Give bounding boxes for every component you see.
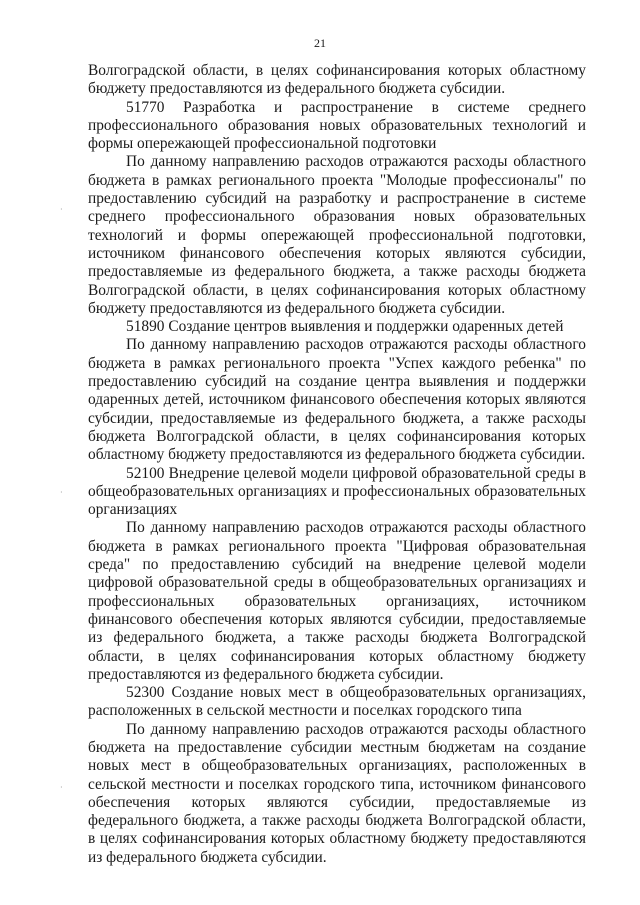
paragraph-continuation: Волгоградской области, в целях софинансирования которых областному бюджету предоставляются из федерального бюджета субсидии. [88,62,586,98]
page-number: 21 [314,36,326,50]
paragraph-52300-description: По данному направлению расходов отражаются расходы областного бюджета на предоставление субсидии местным бюджетам на создание новых мест в общеобразовательных организациях, расположенных в сельской местности и поселках городского типа, источником финансового обеспечения которых являются субсидии, предоставляемые из федерального бюджета, а также расходы бюджета Волгоградской области, в целях софинансирования которых областному бюджету предоставляются из федерального бюджета субсидии. [88,720,586,866]
document-body [88,62,586,867]
section-heading-51770: 51770 Разработка и распространение в системе среднего профессионального образования новых образовательных технологий и формы опережающей профессиональной подготовки [88,98,586,153]
margin-speck: · [60,488,63,497]
section-heading-51890: 51890 Создание центров выявления и поддержки одаренных детей [126,318,564,336]
paragraph-51770-description: По данному направлению расходов отражаются расходы областного бюджета в рамках регионального проекта "Молодые профессионалы" по предоставлению субсидий на разработку и распространение в системе среднего профессионального образования новых образовательных технологий и формы опережающей профессиональной подготовки, источником финансового обеспечения которых являются субсидии, предоставляемые из федерального бюджета, а также расходы бюджета Волгоградской области, в целях софинансирования которых областному бюджету предоставляются из федерального бюджета субсидии. [88,153,586,317]
paragraph-52100-description: По данному направлению расходов отражаются расходы областного бюджета в рамках регионального проекта "Цифровая образовательная среда" по предоставлению субсидий на внедрение целевой модели цифровой образовательной среды в общеобразовательных организациях и профессиональных образовательных организациях, источником финансового обеспечения которых являются субсидии, предоставляемые из федерального бюджета, а также расходы бюджета Волгоградской области, в целях софинансирования которых областному бюджету предоставляются из федерального бюджета субсидии. [88,519,586,683]
margin-speck: · [60,783,63,792]
margin-speck: · [60,205,63,214]
section-heading-52100: 52100 Внедрение целевой модели цифровой образовательной среды в общеобразовательных организациях и профессиональных образовательных организациях [88,464,586,519]
section-heading-52300: 52300 Создание новых мест в общеобразовательных организациях, расположенных в сельской местности и поселках городского типа [88,684,586,720]
paragraph-51890-description: По данному направлению расходов отражаются расходы областного бюджета в рамках регионального проекта "Успех каждого ребенка" по предоставлению субсидий на создание центра выявления и поддержки одаренных детей, источником финансового обеспечения которых являются субсидии, предоставляемые из федерального бюджета, а также расходы бюджета Волгоградской области, в целях софинансирования которых областному бюджету предоставляются из федерального бюджета субсидии. [88,336,586,464]
